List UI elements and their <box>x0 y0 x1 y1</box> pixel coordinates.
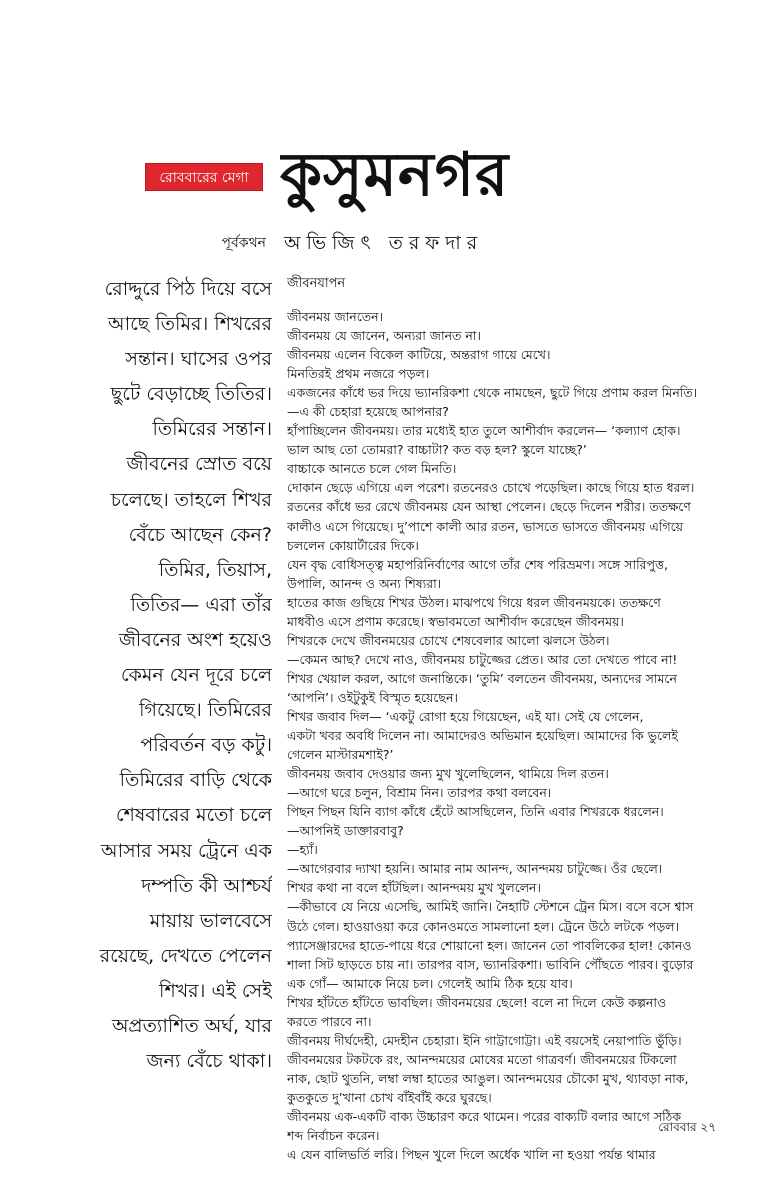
intro-line: জীবনের স্রোত বয়ে <box>126 453 272 476</box>
body-line: বাচ্চাকে আনতে চলে গেল মিনতি। <box>287 461 457 477</box>
body-line: ভাল আছ তো তোমরা? বাচ্চাটা? কত বড় হল? স্কুলে যাচ্ছে?’ <box>287 442 587 458</box>
body-line: —আগেরবার দ্যাখা হয়নি। আমার নাম আনন্দ, আনন্দময় চাটুজ্জে। ওঁর ছেলে। <box>287 861 663 877</box>
intro-line: জীবনের অংশ হয়েও <box>118 628 272 651</box>
body-line: চললেন কোয়ার্টারের দিকে। <box>287 537 419 553</box>
intro-line: জন্য বেঁচে থাকা। <box>146 1050 272 1073</box>
page-folio: রোববার ২৭ <box>658 1120 716 1134</box>
intro-line: গিয়েছে। তিমিরের <box>139 699 272 722</box>
body-line: শিখরকে দেখে জীবনময়ের চোখে শেষবেলার আলো ঝলসে উঠল। <box>287 632 610 648</box>
body-line: জীবনময় এক-একটি বাক্য উচ্চারণ করে থামেন। পরের বাক্যটি বলার আগে সঠিক <box>287 1108 682 1124</box>
intro-summary <box>62 272 272 1079</box>
story-body <box>287 307 707 1164</box>
body-line: জীবনময় এলেন বিকেল কাটিয়ে, অন্তরাগ গায়ে মেখে। <box>287 347 551 363</box>
intro-line: আছে তিমির। শিখরের <box>107 313 272 336</box>
body-line: গেলেন মাস্টারমশাই?’ <box>287 747 394 763</box>
intro-line: শিখর। এই সেই <box>159 979 272 1002</box>
body-line: —এ কী চেহারা হয়েছে আপনার? <box>287 404 449 420</box>
kicker-label: পূর্বকথন <box>221 235 266 251</box>
body-line: জীবনময় যে জানেন, অন্যরা জানত না। <box>287 328 481 344</box>
body-line: একজনের কাঁধে ভর দিয়ে ভ্যানরিকশা থেকে নামছেন, ছুটে গিয়ে প্রণাম করল মিনতি। <box>287 385 698 401</box>
intro-line: বেঁচে আছেন কেন? <box>128 523 272 546</box>
author-name: অভিজিৎ তরফদার <box>284 232 484 254</box>
body-line: —আপনিই ডাক্তারবাবু? <box>287 823 404 839</box>
body-line: শিখর কথা না বলে হাঁটছিল। আনন্দময় মুখ খুললেন। <box>287 880 541 896</box>
chapter-heading: জীবনযাপন <box>287 276 346 291</box>
intro-line: অপ্রত্যাশিত অর্ঘ, যার <box>111 1014 272 1037</box>
body-line: করতে পারবে না। <box>287 1013 372 1029</box>
body-line: দোকান ছেড়ে এগিয়ে এল পরেশ। রতনেরও চোখে পড়েছিল। কাছে গিয়ে হাত ধরল। <box>287 480 695 496</box>
body-line: —কেমন আছ? দেখে নাও, জীবনময় চাটুজ্জের প্রেত। আর তো দেখতে পাবে না! <box>287 651 678 667</box>
intro-line: রয়েছে, দেখতে পেলেন <box>99 944 272 967</box>
body-line: মাধবীও এসে প্রণাম করেছে। স্বভাবমতো আশীর্বাদ করেছেন জীবনময়। <box>287 613 624 629</box>
body-line: নাক, ছোট থুতনি, লম্বা লম্বা হাতের আঙুল। আনন্দময়ের চৌকো মুখ, থ্যাবড়া নাক, <box>287 1070 689 1086</box>
intro-line: পরিবর্তন বড় কটু। <box>140 734 272 757</box>
body-line: রতনের কাঁধে ভর রেখে জীবনময় যেন আস্থা পেলেন। ছেড়ে দিলেন শরীর। ততক্ষণে <box>287 499 691 515</box>
body-line: মিনতিরই প্রথম নজরে পড়ল। <box>287 366 430 382</box>
intro-line: আসার সময় ট্রেনে এক <box>100 839 272 862</box>
body-line: —হ্যাঁ। <box>287 842 318 858</box>
body-line: হাঁপাচ্ছিলেন জীবনময়। তার মধ্যেই হাত তুলে আশীর্বাদ করলেন— ‘কল্যাণ হোক। <box>287 423 681 439</box>
body-line: —আগে ঘরে চলুন, বিশ্রাম নিন। তারপর কথা বলবেন। <box>287 785 552 801</box>
body-line: জীবনময় জবাব দেওয়ার জন্য মুখ খুলেছিলেন, থামিয়ে দিল রতন। <box>287 766 609 782</box>
intro-line: তিমির, তিয়াস, <box>158 558 272 581</box>
intro-line: মায়ায় ভালবেসে <box>149 909 272 932</box>
body-line: ‘আপনি’। ওইটুকুই বিস্মৃত হয়েছেন। <box>287 689 458 705</box>
intro-line: তিমিরের সন্তান। <box>152 418 272 441</box>
body-line: জীবনময় জানতেন। <box>287 309 384 324</box>
body-line: শিখর হাঁটতে হাঁটতে ভাবছিল। জীবনময়ের ছেলে! বলে না দিলে কেউ কল্পনাও <box>287 994 667 1010</box>
body-line: এ যেন বালিভর্তি লরি। পিছন খুলে দিলে অর্ধেক খালি না হওয়া পর্যন্ত থামার <box>287 1147 656 1163</box>
intro-line: শেষবারের মতো চলে <box>115 804 272 827</box>
intro-line: সন্তান। ঘাসের ওপর <box>125 348 272 371</box>
body-line: জীবনময়ের টকটকে রং, আনন্দময়ের মোষের মতো গাত্রবর্ণ। জীবনময়ের টিকলো <box>287 1051 677 1067</box>
body-line: শিখর জবাব দিল— ‘একটু রোগা হয়ে গিয়েছেন, এই যা। সেই যে গেলেন, <box>287 708 644 724</box>
section-label-badge: রোববারের মেগা <box>145 163 263 191</box>
body-line: শিখর খেয়াল করল, আগে জনান্তিকে। ‘তুমি’ বলতেন জীবনময়, অন্যদের সামনে <box>287 670 677 686</box>
intro-line: কেমন যেন দূরে চলে <box>120 664 272 687</box>
intro-line: চলেছে। তাহলে শিখর <box>110 488 272 511</box>
body-line: কুতকুতে দু’খানা চোখ বাঁইবাঁই করে ঘুরছে। <box>287 1089 492 1105</box>
intro-line: দম্পতি কী আশ্চর্য <box>141 874 272 897</box>
body-line: একটা খবর অবধি দিলেন না। আমাদেরও অভিমান হয়েছিল। আমাদের কি ভুলেই <box>287 728 678 744</box>
body-line: যেন বৃদ্ধ বোধিসত্ত্ব মহাপরিনির্বাণের আগে তাঁর শেষ পরিভ্রমণ। সঙ্গে সারিপুত্ত, <box>287 556 668 572</box>
body-line: প্যাসেঞ্জারদের হাতে-পায়ে ধরে শোয়ানো হল। জানেন তো পাবলিকের হাল! কোনও <box>287 937 692 953</box>
body-line: উপালি, আনন্দ ও অন্য শিষ্যরা। <box>287 575 442 591</box>
body-line: পিছন পিছন যিনি ব্যাগ কাঁধে হেঁটে আসছিলেন, তিনি এবার শিখরকে ধরলেন। <box>287 804 664 820</box>
body-line: এক গোঁ— আমাকে নিয়ে চল। গেলেই আমি ঠিক হয়ে যাব। <box>287 975 573 991</box>
body-line: শালা সিট ছাড়তে চায় না। তারপর বাস, ভ্যানরিকশা। ভাবিনি পৌঁছতে পারব। বুড়োর <box>287 956 694 972</box>
body-line: উঠে গেল। হাওয়াওয়া করে কোনওমতে সামলানো হল। ট্রেনে উঠে লটকে পড়ল। <box>287 918 680 934</box>
intro-line: তিমিরের বাড়ি থেকে <box>119 769 272 792</box>
body-line: শব্দ নির্বাচন করেন। <box>287 1128 380 1144</box>
body-line: জীবনময় দীর্ঘদেহী, মেদহীন চেহারা। ইনি গাট্টাগোট্টা। এই বয়সেই নেয়াপাতি ভুঁড়ি। <box>287 1032 682 1048</box>
intro-line: রোদ্দুরে পিঠ দিয়ে বসে <box>104 278 272 300</box>
intro-line: ছুটে বেড়াচ্ছে তিতির। <box>110 383 272 406</box>
story-title: কুসুমনগর <box>280 140 510 210</box>
body-line: হাতের কাজ গুছিয়ে শিখর উঠল। মাঝপথে গিয়ে ধরল জীবনময়কে। ততক্ষণে <box>287 594 661 610</box>
body-line: কালীও এসে গিয়েছে। দু’পাশে কালী আর রতন, ভাসতে ভাসতে জীবনময় এগিয়ে <box>287 518 684 534</box>
body-line: —কীভাবে যে নিয়ে এসেছি, আমিই জানি। নৈহাটি স্টেশনে ট্রেন মিস। বসে বসে শ্বাস <box>287 899 694 915</box>
intro-line: তিতির— এরা তাঁর <box>130 593 272 616</box>
